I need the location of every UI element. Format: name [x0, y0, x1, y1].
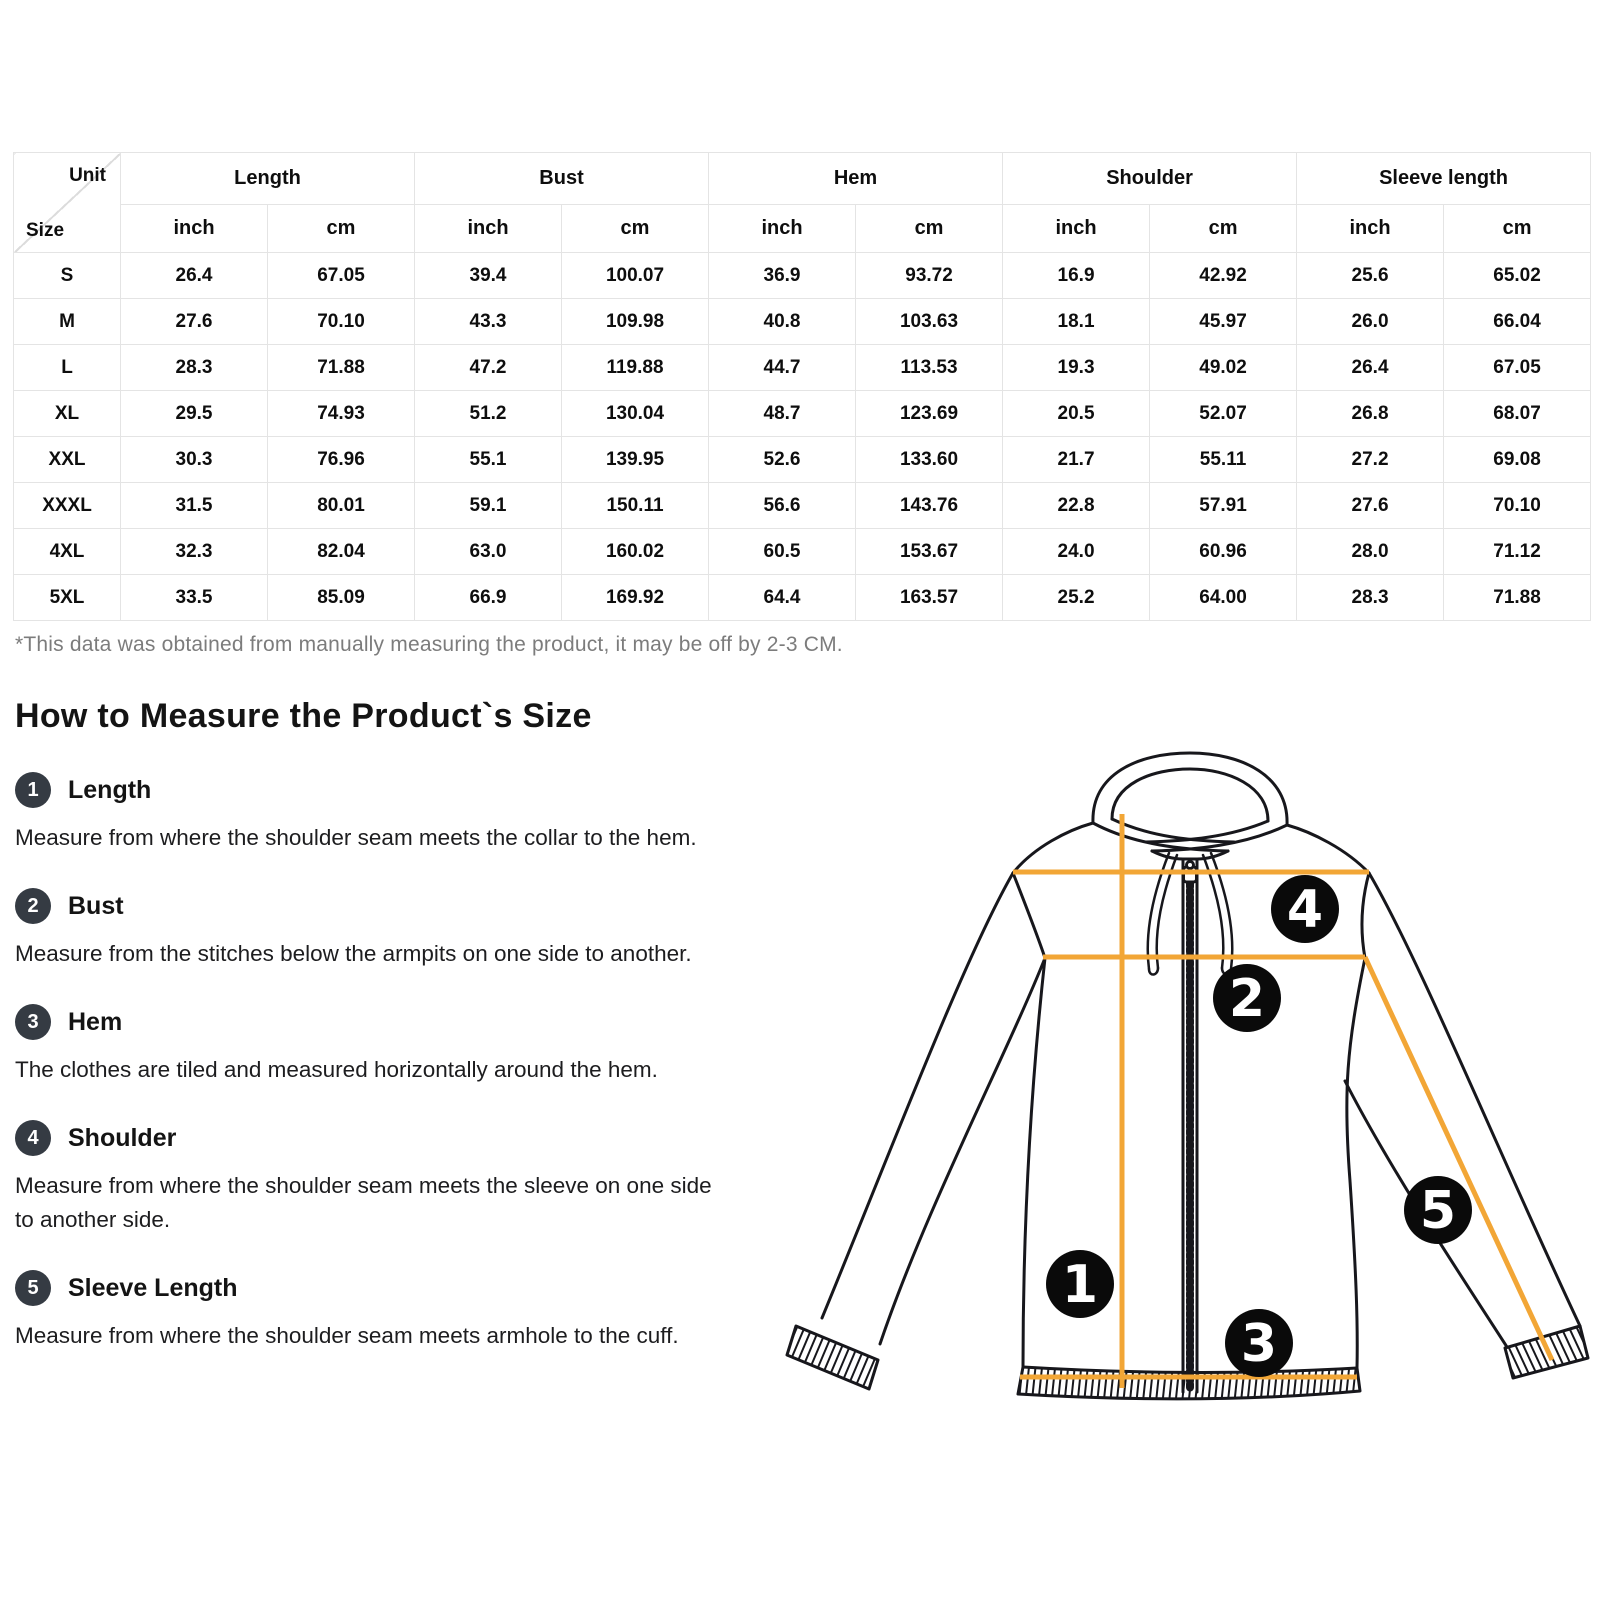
measurement-cell: 27.6 — [1297, 483, 1444, 529]
measurement-cell: 71.88 — [1444, 575, 1591, 621]
measurement-cell: 67.05 — [1444, 345, 1591, 391]
column-group-sleeve-length: Sleeve length — [1297, 153, 1591, 205]
measurement-cell: 70.10 — [268, 299, 415, 345]
step-label: Bust — [68, 891, 124, 920]
right-armhole-seam — [1362, 873, 1369, 958]
step-header — [15, 1120, 721, 1156]
measurement-cell: 25.6 — [1297, 253, 1444, 299]
size-cell: M — [14, 299, 121, 345]
step-label: Hem — [68, 1007, 123, 1036]
measurement-cell: 42.92 — [1150, 253, 1297, 299]
step-label: Length — [68, 775, 152, 804]
measurement-cell: 52.07 — [1150, 391, 1297, 437]
measurement-cell: 51.2 — [415, 391, 562, 437]
unit-header: inch — [415, 205, 562, 253]
left-cuff-rib-band — [787, 1326, 878, 1389]
measurement-cell: 49.02 — [1150, 345, 1297, 391]
measurement-cell: 80.01 — [268, 483, 415, 529]
measurement-cell: 19.3 — [1003, 345, 1150, 391]
measurement-cell: 64.00 — [1150, 575, 1297, 621]
measurement-cell: 93.72 — [856, 253, 1003, 299]
step-description: Measure from where the shoulder seam meets armhole to the cuff. — [15, 1323, 679, 1348]
measurement-cell: 65.02 — [1444, 253, 1591, 299]
measurement-cell: 153.67 — [856, 529, 1003, 575]
measurement-cell: 24.0 — [1003, 529, 1150, 575]
measurement-cell: 64.4 — [709, 575, 856, 621]
size-chart-table — [13, 152, 1591, 621]
step-header — [15, 1004, 721, 1040]
measurement-cell: 100.07 — [562, 253, 709, 299]
corner-unit-label: Unit — [69, 165, 106, 186]
table-row — [14, 483, 1591, 529]
step-description: Measure from the stitches below the armpits on one side to another. — [15, 941, 692, 966]
measurement-cell: 31.5 — [121, 483, 268, 529]
measurement-cell: 29.5 — [121, 391, 268, 437]
unit-header: cm — [1444, 205, 1591, 253]
measurement-cell: 16.9 — [1003, 253, 1150, 299]
measurement-cell: 66.9 — [415, 575, 562, 621]
step-number-badge: 2 — [15, 888, 51, 924]
measurement-cell: 28.3 — [121, 345, 268, 391]
left-shoulder-line — [1013, 823, 1093, 873]
diagram-badge-number: 3 — [1240, 1314, 1278, 1374]
diagram-badge-number: 4 — [1286, 880, 1324, 940]
diagram-badge-number: 5 — [1419, 1181, 1457, 1241]
size-cell: S — [14, 253, 121, 299]
jacket-outline — [787, 753, 1588, 1399]
size-table-body — [14, 253, 1591, 621]
measurement-cell: 18.1 — [1003, 299, 1150, 345]
measurement-cell: 48.7 — [709, 391, 856, 437]
measurement-cell: 40.8 — [709, 299, 856, 345]
body-right-edge — [1347, 958, 1365, 1368]
unit-header: cm — [856, 205, 1003, 253]
diagram-badge-number: 1 — [1061, 1255, 1099, 1315]
measurement-cell: 55.1 — [415, 437, 562, 483]
corner-size-label: Size — [26, 220, 65, 241]
howto-section-title: How to Measure the Product`s Size — [15, 697, 592, 735]
table-unit-header-row — [14, 205, 1591, 253]
step-description: The clothes are tiled and measured horizontally around the hem. — [15, 1057, 658, 1082]
howto-steps-list — [15, 772, 721, 1353]
left-drawstring-tip — [1149, 968, 1158, 975]
measurement-cell: 160.02 — [562, 529, 709, 575]
measurement-cell: 47.2 — [415, 345, 562, 391]
measurement-cell: 57.91 — [1150, 483, 1297, 529]
measurement-cell: 33.5 — [121, 575, 268, 621]
right-shoulder-line — [1287, 825, 1369, 873]
step-number-badge: 4 — [15, 1120, 51, 1156]
size-cell: 4XL — [14, 529, 121, 575]
measurement-cell: 130.04 — [562, 391, 709, 437]
size-cell: XL — [14, 391, 121, 437]
step-number-badge: 1 — [15, 772, 51, 808]
unit-header: inch — [1297, 205, 1444, 253]
table-row — [14, 253, 1591, 299]
right-sleeve-outer — [1369, 873, 1580, 1326]
unit-header: inch — [1003, 205, 1150, 253]
measurement-cell: 27.6 — [121, 299, 268, 345]
measurement-cell: 25.2 — [1003, 575, 1150, 621]
measure-step — [15, 772, 721, 855]
measurement-cell: 70.10 — [1444, 483, 1591, 529]
measurement-cell: 71.12 — [1444, 529, 1591, 575]
unit-header: cm — [1150, 205, 1297, 253]
measurement-cell: 71.88 — [268, 345, 415, 391]
measure-step — [15, 1004, 721, 1087]
measurement-cell: 39.4 — [415, 253, 562, 299]
table-row — [14, 391, 1591, 437]
column-group-shoulder: Shoulder — [1003, 153, 1297, 205]
table-row — [14, 575, 1591, 621]
table-row — [14, 437, 1591, 483]
table-group-header-row — [14, 153, 1591, 205]
column-group-bust: Bust — [415, 153, 709, 205]
hood-inner-line — [1112, 769, 1268, 821]
table-row — [14, 529, 1591, 575]
step-number-badge: 5 — [15, 1270, 51, 1306]
measurement-cell: 85.09 — [268, 575, 415, 621]
measurement-cell: 26.0 — [1297, 299, 1444, 345]
diagram-badge-number: 2 — [1228, 969, 1266, 1029]
measurement-cell: 30.3 — [121, 437, 268, 483]
measurement-cell: 26.8 — [1297, 391, 1444, 437]
measurement-cell: 150.11 — [562, 483, 709, 529]
unit-header: inch — [709, 205, 856, 253]
measurement-cell: 28.0 — [1297, 529, 1444, 575]
measurement-cell: 123.69 — [856, 391, 1003, 437]
measurement-cell: 103.63 — [856, 299, 1003, 345]
unit-header: cm — [268, 205, 415, 253]
measurement-cell: 26.4 — [121, 253, 268, 299]
measurement-cell: 21.7 — [1003, 437, 1150, 483]
measurement-cell: 113.53 — [856, 345, 1003, 391]
measurement-cell: 60.5 — [709, 529, 856, 575]
measurement-cell: 45.97 — [1150, 299, 1297, 345]
sleeve-measure-line — [1365, 957, 1552, 1360]
body-left-edge — [1023, 958, 1045, 1367]
table-row — [14, 299, 1591, 345]
garment-measurement-diagram — [760, 726, 1600, 1446]
size-cell: XXXL — [14, 483, 121, 529]
step-header — [15, 888, 721, 924]
measurement-cell: 59.1 — [415, 483, 562, 529]
size-cell: 5XL — [14, 575, 121, 621]
measurement-cell: 169.92 — [562, 575, 709, 621]
step-description: Measure from where the shoulder seam meets the sleeve on one side to another side. — [15, 1173, 712, 1232]
measurement-cell: 20.5 — [1003, 391, 1150, 437]
size-cell: XXL — [14, 437, 121, 483]
measurement-cell: 76.96 — [268, 437, 415, 483]
measurement-cell: 66.04 — [1444, 299, 1591, 345]
measurement-cell: 68.07 — [1444, 391, 1591, 437]
measurement-cell: 36.9 — [709, 253, 856, 299]
column-group-hem: Hem — [709, 153, 1003, 205]
column-group-length: Length — [121, 153, 415, 205]
step-label: Shoulder — [68, 1123, 177, 1152]
measure-step — [15, 888, 721, 971]
measurement-cell: 63.0 — [415, 529, 562, 575]
measurement-cell: 28.3 — [1297, 575, 1444, 621]
measure-step — [15, 1120, 721, 1237]
measurement-cell: 56.6 — [709, 483, 856, 529]
unit-size-corner-cell — [14, 153, 121, 253]
measurement-cell: 67.05 — [268, 253, 415, 299]
step-description: Measure from where the shoulder seam meets the collar to the hem. — [15, 825, 697, 850]
measurement-cell: 27.2 — [1297, 437, 1444, 483]
zipper-pull — [1187, 862, 1194, 869]
unit-header: inch — [121, 205, 268, 253]
measurement-cell: 55.11 — [1150, 437, 1297, 483]
measurement-cell: 43.3 — [415, 299, 562, 345]
measurement-cell: 60.96 — [1150, 529, 1297, 575]
left-sleeve-inner — [880, 958, 1045, 1344]
table-row — [14, 345, 1591, 391]
hooded-jacket-illustration — [760, 726, 1600, 1446]
step-number-badge: 3 — [15, 1004, 51, 1040]
measurement-cell: 69.08 — [1444, 437, 1591, 483]
measurement-cell: 22.8 — [1003, 483, 1150, 529]
measurement-cell: 52.6 — [709, 437, 856, 483]
measurement-disclaimer-note: *This data was obtained from manually measuring the product, it may be off by 2-3 CM. — [15, 633, 843, 656]
step-label: Sleeve Length — [68, 1273, 238, 1302]
measurement-cell: 119.88 — [562, 345, 709, 391]
unit-header: cm — [562, 205, 709, 253]
step-header — [15, 1270, 721, 1306]
measurement-cell: 139.95 — [562, 437, 709, 483]
measurement-cell: 133.60 — [856, 437, 1003, 483]
measurement-cell: 109.98 — [562, 299, 709, 345]
left-armhole-seam — [1013, 873, 1045, 958]
measurement-cell: 44.7 — [709, 345, 856, 391]
measurement-cell: 143.76 — [856, 483, 1003, 529]
measurement-cell: 32.3 — [121, 529, 268, 575]
step-header — [15, 772, 721, 808]
measurement-cell: 163.57 — [856, 575, 1003, 621]
measurement-cell: 74.93 — [268, 391, 415, 437]
size-cell: L — [14, 345, 121, 391]
measurement-cell: 26.4 — [1297, 345, 1444, 391]
measure-step — [15, 1270, 721, 1353]
measurement-cell: 82.04 — [268, 529, 415, 575]
